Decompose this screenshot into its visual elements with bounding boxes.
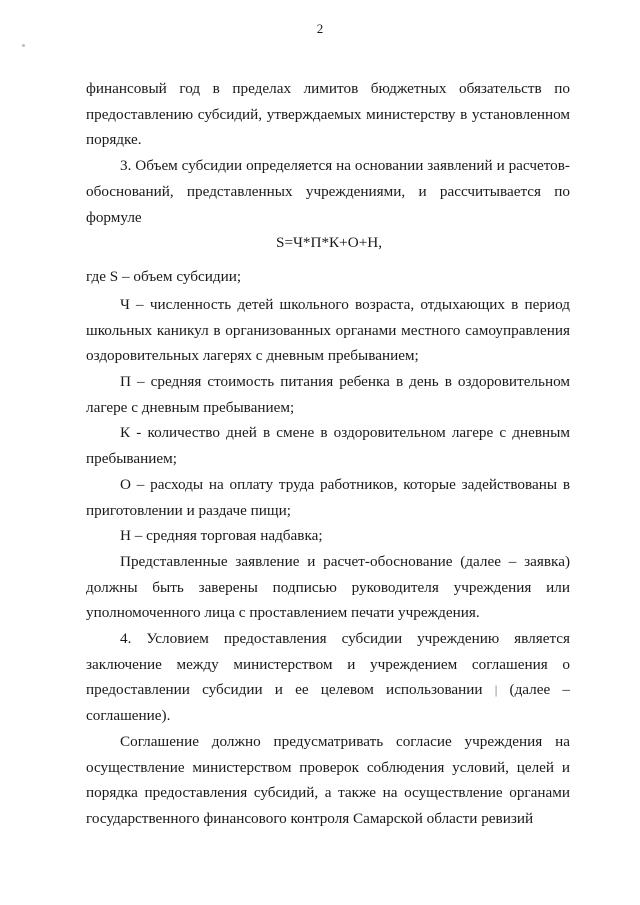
document-body xyxy=(86,76,570,832)
stray-mark: | xyxy=(494,682,498,698)
scan-artifact xyxy=(22,44,25,47)
paragraph-item-4-text: 4. Условием предоставления субсидии учреждению является заключение между министерством и учреждением соглашения о предоставлении субсидии и ее целевом использовании xyxy=(86,630,570,699)
paragraph-item-4 xyxy=(86,626,570,729)
definition-s: где S – объем субсидии; xyxy=(86,268,242,286)
definition-n: Н – средняя торговая надбавка; xyxy=(120,527,323,545)
paragraph-item-3: 3. Объем субсидии определяется на основании заявлений и расчетов-обоснований, представленных учреждениями, и рассчитывается по формуле xyxy=(86,157,570,226)
definition-k: К - количество дней в смене в оздоровительном лагере с дневным пребыванием; xyxy=(86,424,570,468)
page-number: 2 xyxy=(316,21,324,36)
paragraph-application: Представленные заявление и расчет-обоснование (далее – заявка) должны быть заверены подписью руководителя учреждения или уполномоченного лица с проставлением печати учреждения. xyxy=(86,552,570,622)
formula: S=Ч*П*К+О+Н, xyxy=(276,234,383,252)
definition-ch: Ч – численность детей школьного возраста, отдыхающих в период школьных каникул в организованных органами местного самоуправления оздоровительных лагерях с дневным пребыванием; xyxy=(86,295,570,365)
definition-o: О – расходы на оплату труда работников, которые задействованы в приготовлении и раздаче пищи; xyxy=(86,475,570,519)
paragraph-item-4-tail: (далее – соглашение). xyxy=(86,681,570,725)
paragraph-agreement: Соглашение должно предусматривать согласие учреждения на осуществление министерством проверок соблюдения условий, целей и порядка предоставления субсидий, а также на осуществление органами государственного финансового контроля Самарской области ревизий xyxy=(86,732,570,827)
paragraph-continuation: финансовый год в пределах лимитов бюджетных обязательств по предоставлению субсидий, утверждаемых министерству в установленном порядке. xyxy=(86,80,570,149)
definition-p: П – средняя стоимость питания ребенка в день в оздоровительном лагере с дневным пребыванием; xyxy=(86,373,570,416)
